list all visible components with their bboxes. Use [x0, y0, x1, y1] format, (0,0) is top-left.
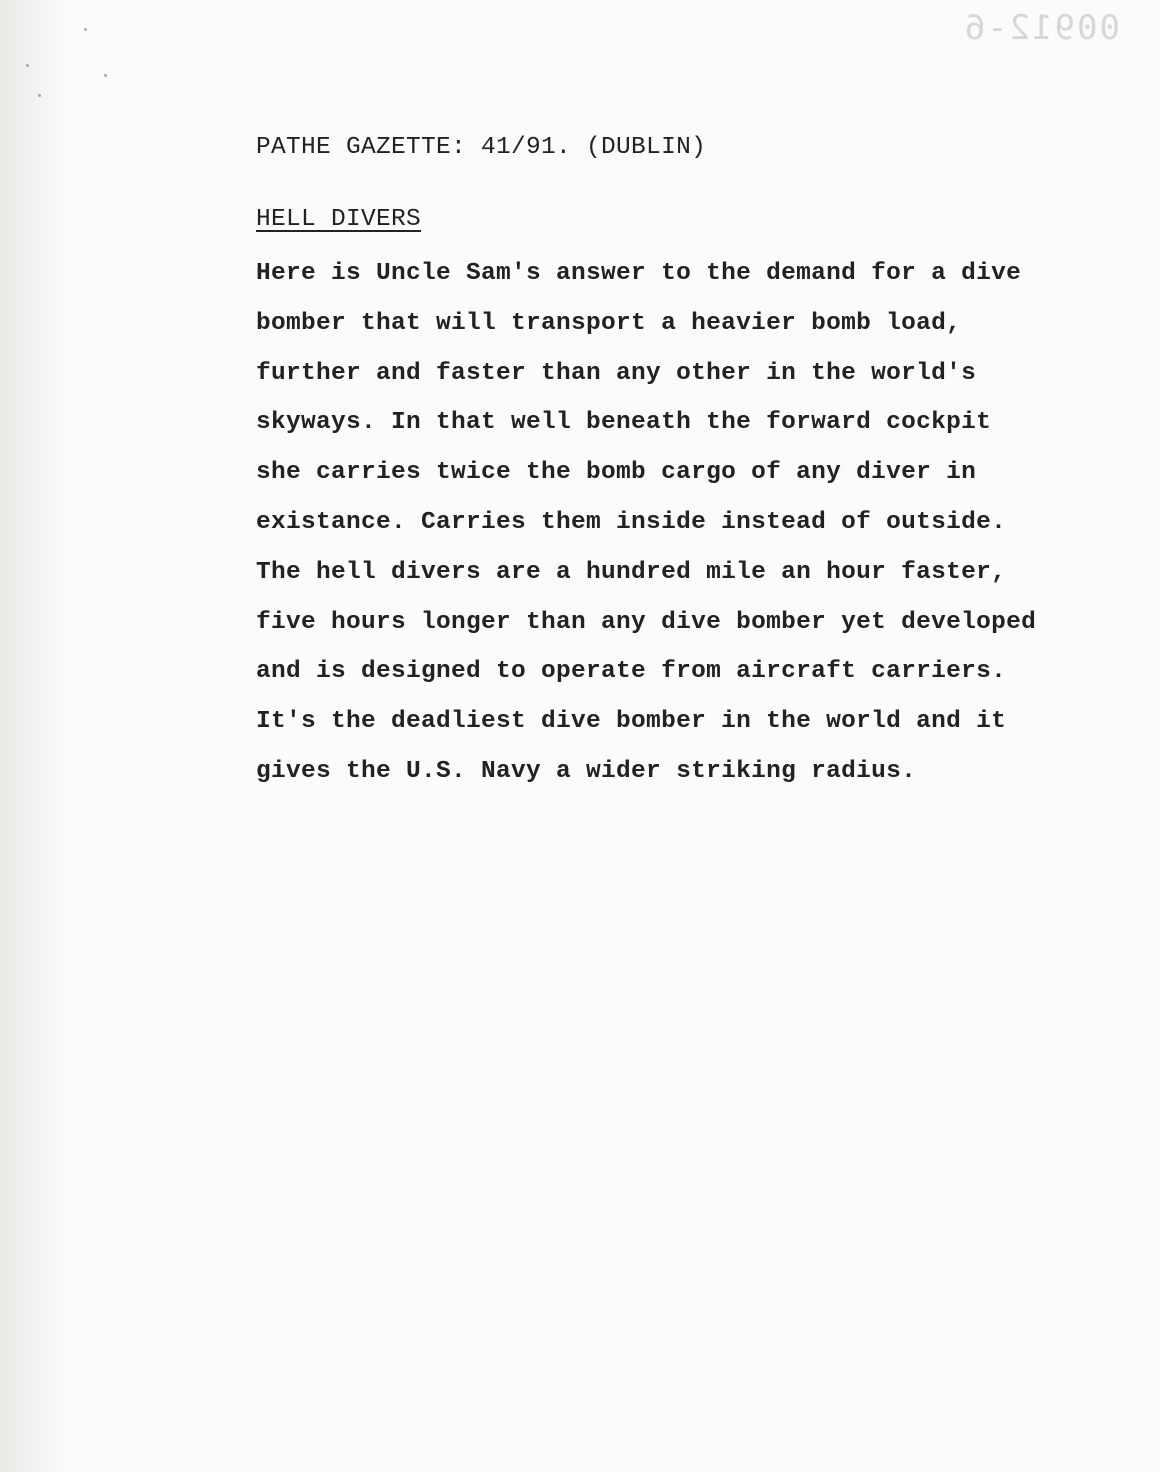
body-line: further and faster than any other in the world's: [256, 359, 977, 387]
body-line: The hell divers are a hundred mile an hour faster,: [256, 558, 1007, 586]
body-line: skyways. In that well beneath the forward cockpit: [256, 409, 992, 437]
scan-shadow: [0, 0, 70, 1472]
body-line: bomber that will transport a heavier bomb load,: [256, 309, 962, 337]
body-line: existance. Carries them inside instead of outside.: [256, 508, 1007, 536]
body-line: and is designed to operate from aircraft carriers.: [256, 658, 1007, 686]
body-line: Here is Uncle Sam's answer to the demand for a dive: [256, 260, 1022, 287]
document-header: PATHE GAZETTE: 41/91. (DUBLIN): [256, 134, 707, 161]
story-body: [256, 255, 1116, 803]
body-line: It's the deadliest dive bomber in the world and it: [256, 708, 1007, 736]
body-line: five hours longer than any dive bomber yet developed: [256, 608, 1037, 636]
body-line: she carries twice the bomb cargo of any diver in: [256, 459, 977, 487]
scan-speck: [84, 28, 87, 31]
body-line: gives the U.S. Navy a wider striking radius.: [256, 757, 917, 785]
scan-speck: [104, 74, 107, 77]
scan-speck: [26, 64, 29, 67]
story-title: HELL DIVERS: [256, 206, 422, 233]
bleed-through-mark: 00912-6: [962, 8, 1120, 48]
scan-speck: [38, 94, 41, 97]
